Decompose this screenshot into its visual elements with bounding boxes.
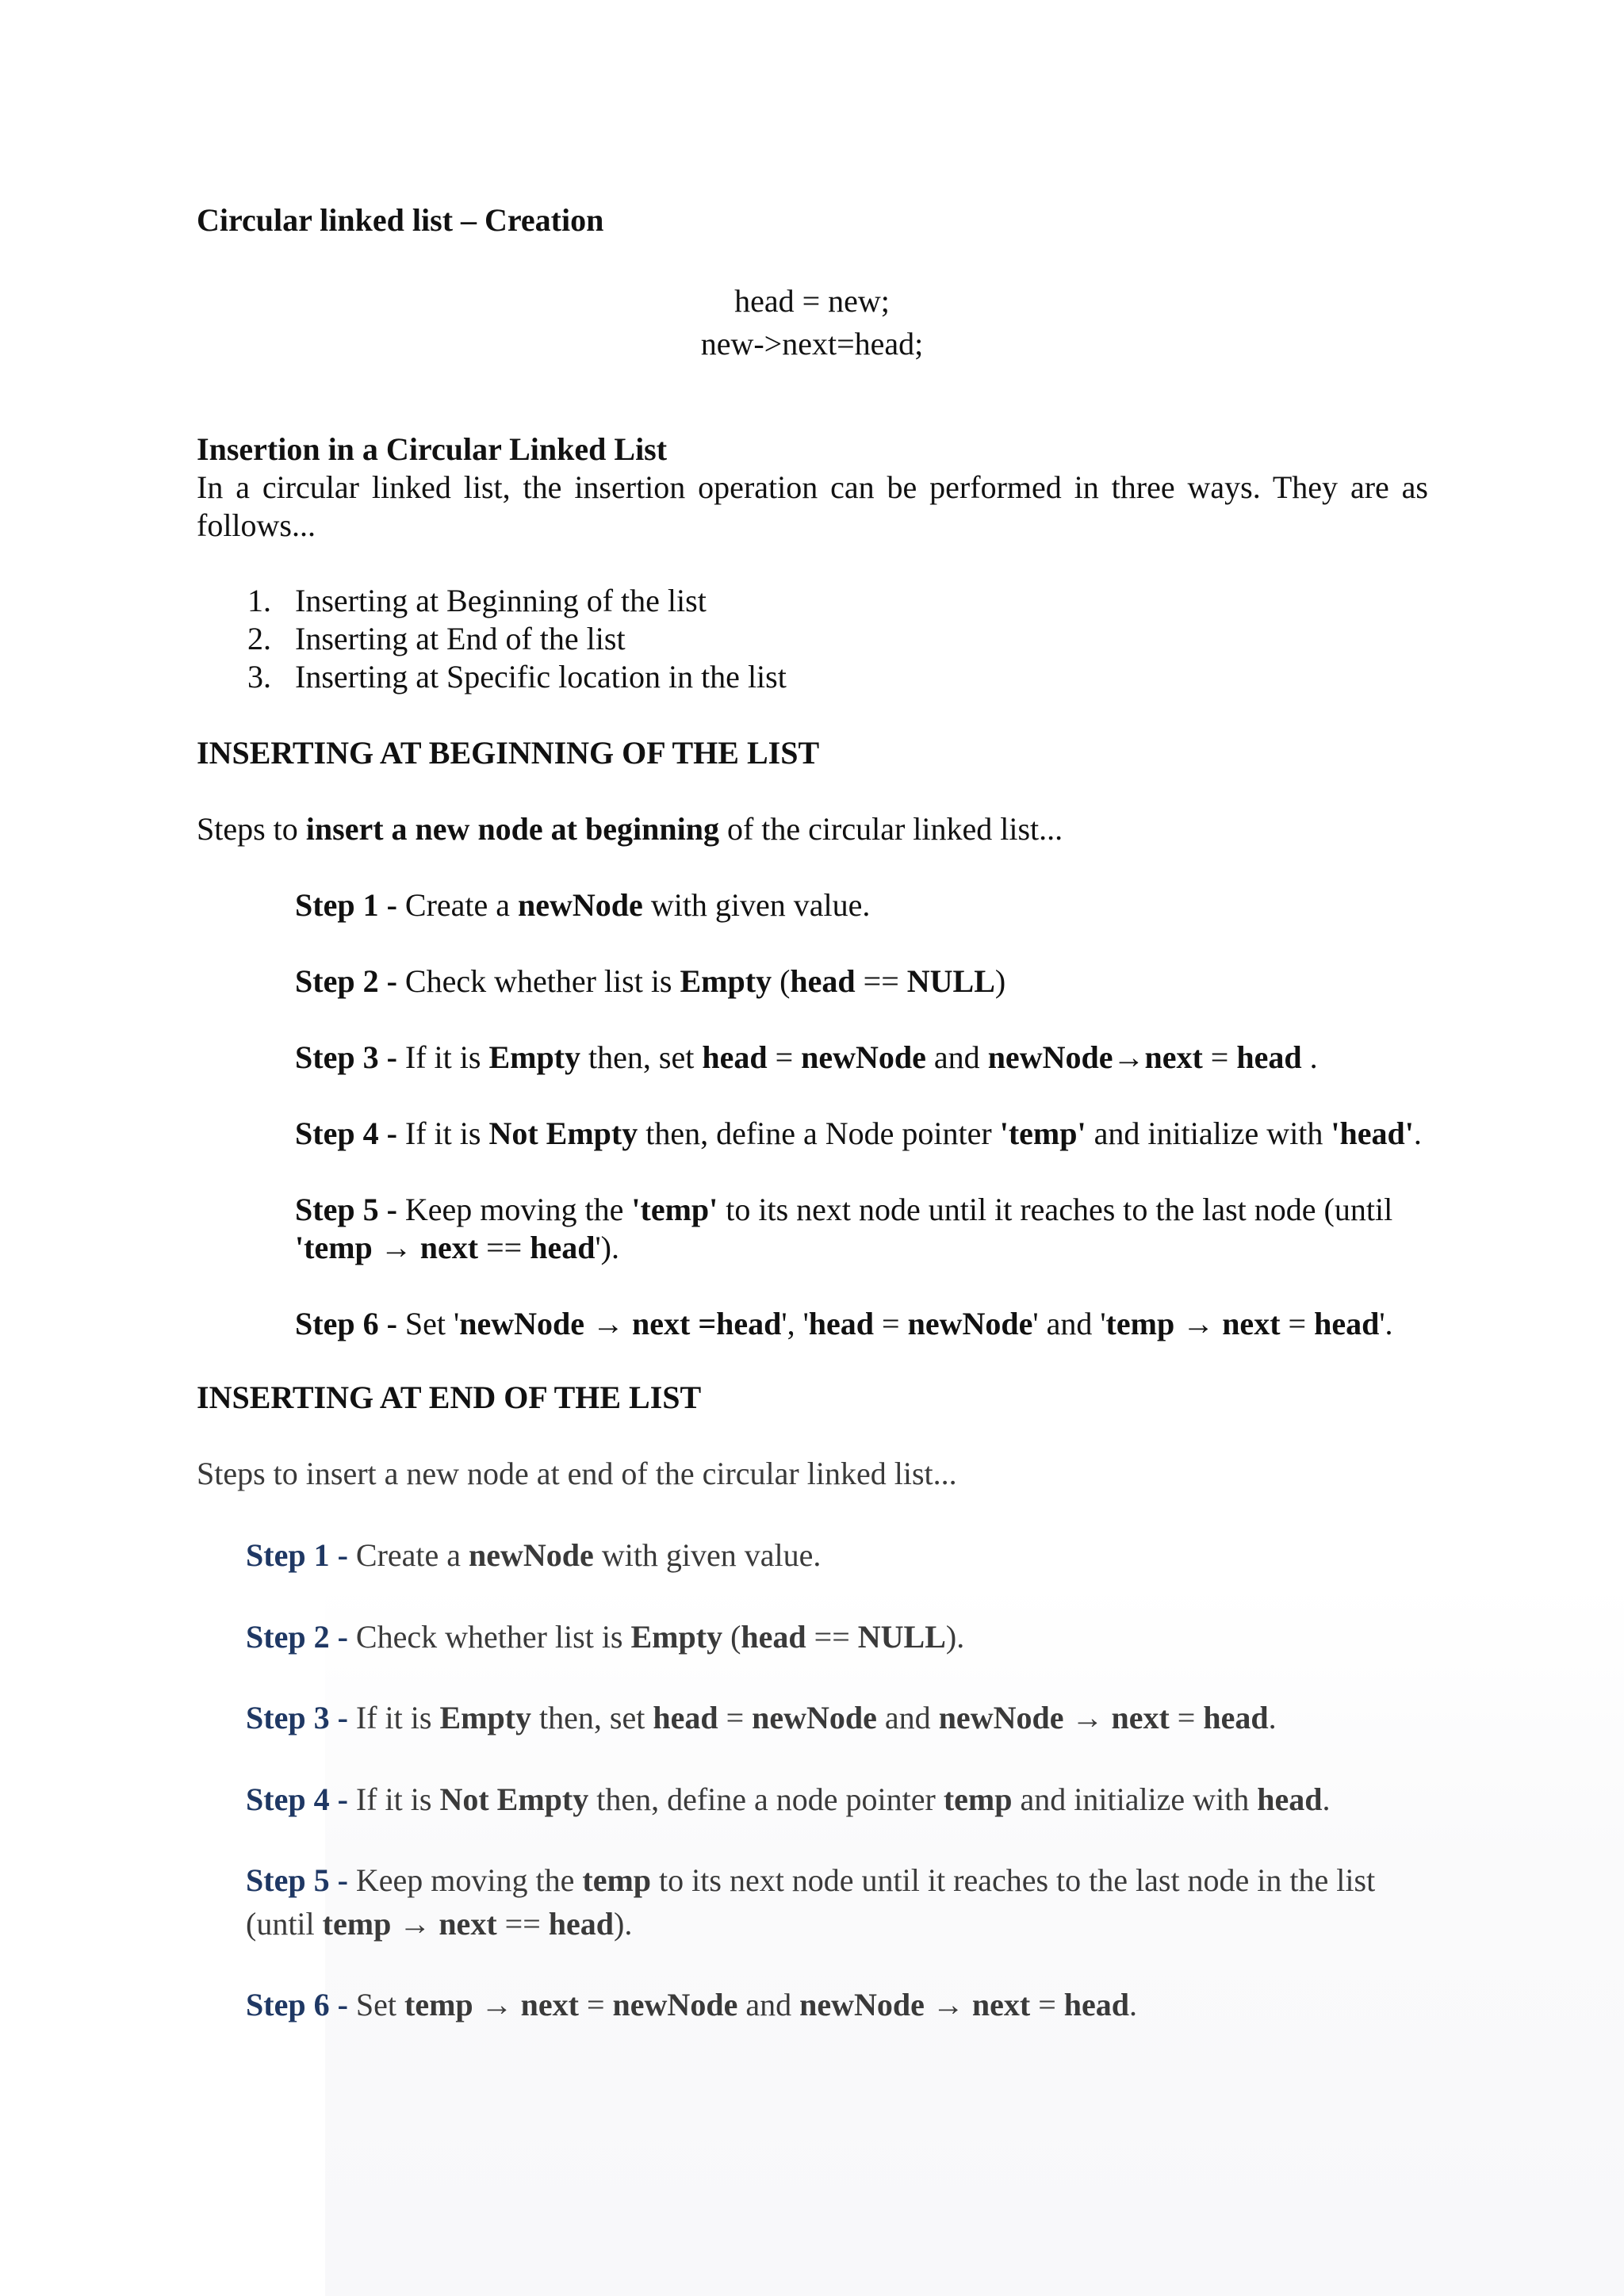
- intro-text: of the circular linked list...: [718, 811, 1063, 847]
- insertion-title: Insertion in a Circular Linked List: [197, 431, 668, 467]
- end-step-3: Step 3 - If it is Empty then, set head = newNode and newNode → next = head.: [246, 1700, 1277, 1735]
- end-step-2: Step 2 - Check whether list is Empty (head == NULL).: [246, 1619, 965, 1655]
- insertion-intro: In a circular linked list, the insertion operation can be performed in three ways. They are as follows...: [197, 469, 1428, 543]
- end-intro: Steps to insert a new node at end of the circular linked list...: [197, 1456, 957, 1491]
- intro-emphasis: insert a new node at beginning: [305, 811, 719, 847]
- beginning-step-5-line-2: 'temp → next == head').: [295, 1230, 619, 1265]
- list-label: Inserting at Specific location in the list: [295, 659, 787, 695]
- end-step-1: Step 1 - Create a newNode with given value.: [246, 1537, 822, 1573]
- list-number: 1.: [247, 583, 271, 618]
- beginning-step-4: Step 4 - If it is Not Empty then, define a Node pointer 'temp' and initialize with 'head'.: [295, 1115, 1422, 1151]
- beginning-step-2: Step 2 - Check whether list is Empty (head == NULL): [295, 963, 1006, 999]
- step-label: Step 5 -: [295, 1192, 397, 1227]
- step-label: Step 3 -: [295, 1039, 397, 1075]
- list-number: 3.: [247, 659, 271, 695]
- beginning-step-1: Step 1 - Create a newNode with given value.: [295, 887, 871, 923]
- list-number: 2.: [247, 621, 271, 656]
- step-label: Step 1 -: [246, 1537, 348, 1573]
- beginning-heading: INSERTING AT BEGINNING OF THE LIST: [197, 735, 820, 771]
- step-label: Step 6 -: [246, 1987, 348, 2022]
- step-label: Step 2 -: [295, 963, 397, 999]
- step-label: Step 2 -: [246, 1619, 348, 1655]
- step-label: Step 6 -: [295, 1306, 397, 1341]
- creation-title: Circular linked list – Creation: [197, 202, 604, 238]
- beginning-step-5-line-1: Step 5 - Keep moving the 'temp' to its next node until it reaches to the last node (until: [295, 1192, 1393, 1227]
- end-heading: INSERTING AT END OF THE LIST: [197, 1380, 702, 1415]
- step-label: Step 4 -: [246, 1781, 348, 1817]
- step-label: Step 4 -: [295, 1115, 397, 1151]
- end-step-6: Step 6 - Set temp → next = newNode and newNode → next = head.: [246, 1987, 1137, 2022]
- step-label: Step 1 -: [295, 887, 397, 923]
- beginning-intro: [197, 810, 1063, 848]
- code-line-1: head = new;: [734, 283, 890, 319]
- step-label: Step 3 -: [246, 1700, 348, 1735]
- end-step-5-line-1: Step 5 - Keep moving the temp to its next node until it reaches to the last node in the list: [246, 1862, 1376, 1898]
- list-label: Inserting at End of the list: [295, 621, 626, 656]
- beginning-step-3: Step 3 - If it is Empty then, set head = newNode and newNode→next = head .: [295, 1039, 1318, 1075]
- list-label: Inserting at Beginning of the list: [295, 583, 707, 618]
- step-label: Step 5 -: [246, 1862, 348, 1898]
- end-step-4: Step 4 - If it is Not Empty then, define a node pointer temp and initialize with head.: [246, 1781, 1331, 1817]
- beginning-step-6: Step 6 - Set 'newNode → next =head', 'head = newNode' and 'temp → next = head'.: [295, 1306, 1393, 1341]
- end-step-5-line-2: (until temp → next == head).: [246, 1906, 633, 1942]
- intro-text: Steps to: [197, 811, 306, 847]
- code-line-2: new->next=head;: [700, 326, 924, 362]
